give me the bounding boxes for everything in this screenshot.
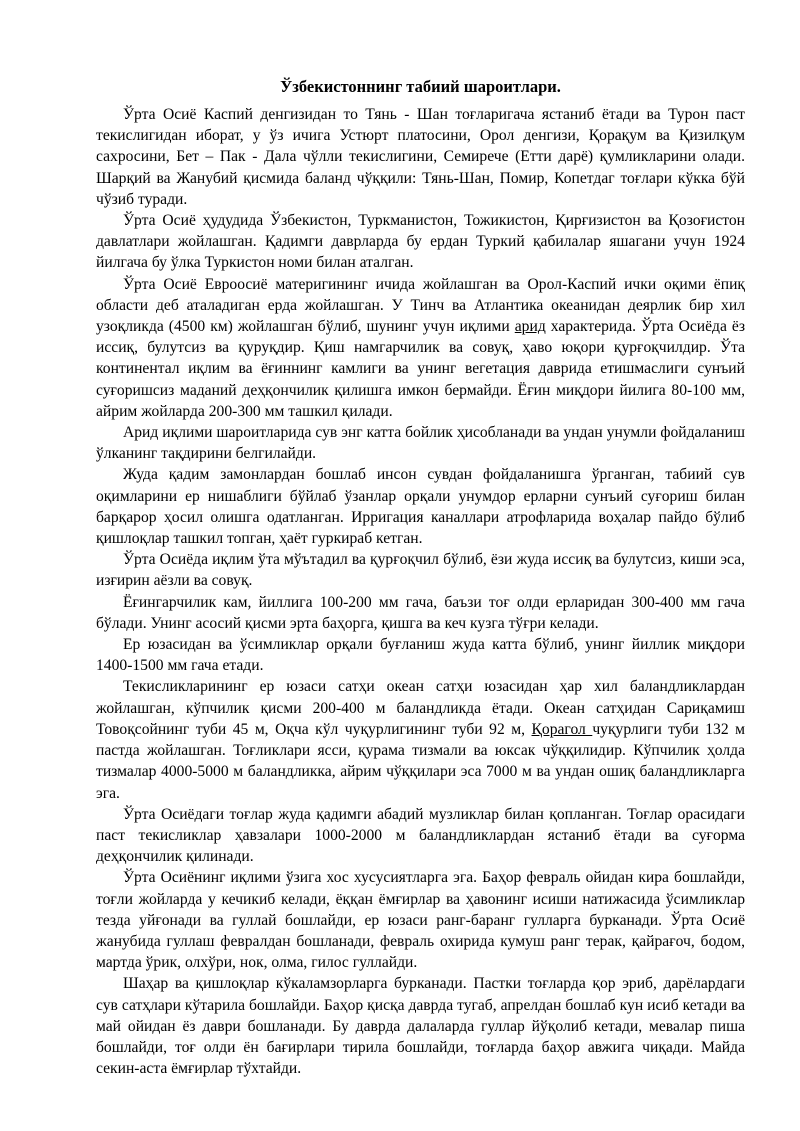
paragraph-7: Ёғингарчилик кам, йиллига 100-200 мм гача, баъзи тоғ олди ерларидан 300-400 мм гача бўлади. Унинг асосий қисми эрта баҳорга, қишга ва кеч кузга тўғри келади. xyxy=(96,593,745,632)
paragraph-3 xyxy=(96,274,745,422)
paragraph-3-part-2: характерида. Ўрта Осиёда ёз иссиқ, булутсиз ва қуруқдир. Қиш намгарчилик ва совуқ, ҳаво юқори қурғоқчилдир. Ўта континентал иқлим ва ёғиннинг камлиги ва унинг вегетация даврида етишмаслиги сунъий суғоришсиз маданий деҳқончилик қилишга имкон бермайди. Ёғин миқдори йилига 80-100 мм, айрим жойларда 200-300 мм ташкил қилади. xyxy=(96,318,745,420)
paragraph-9-part-1: Текисликларининг ер юзаси сатҳи океан сатҳи юзасидан ҳар хил баландликлардан жойлашган, кўпчилик қисми 200-400 м баландликда ётади. Океан сатҳидан Сариқамиш Товоқсойнинг туби 45 м, Оқча кўл чуқурлигининг туби 92 м, xyxy=(96,678,745,738)
paragraph-4: Арид иқлими шароитларида сув энг катта бойлик ҳисобланади ва ундан унумли фойдаланиш ўлканинг тақдирини белгилайди. xyxy=(96,424,745,463)
paragraph-8: Ер юзасидан ва ўсимликлар орқали буғланиш жуда катта бўлиб, унинг йиллик миқдори 1400-1500 мм гача етади. xyxy=(96,636,745,675)
paragraph-9-part-2: чуқурлиги туби 132 м пастда жойлашган. Тоғликлари ясси, қурама тизмали ва юксак чўққилидир. Кўпчилик ҳолда тизмалар 4000-5000 м баландликка, айрим чўққилари эса 7000 м ва ундан ошиқ баландликларга эга. xyxy=(96,720,745,802)
paragraph-9 xyxy=(96,676,745,803)
paragraph-12: Шаҳар ва қишлоқлар кўкаламзорларга бурканади. Пастки тоғларда қор эриб, дарёлардаги сув сатҳлари кўтарила бошлайди. Баҳор қисқа даврда тугаб, апрелдан бошлаб кун исиб кетади ва май ойидан ёз даври бошланади. Бу даврда далаларда гуллар йўқолиб кетади, мевалар пиша бошлайди, тоғ олди ён бағирлари тирила бошлайди, тоғларда баҳор авжига чиқади. Майда секин-аста ёмғирлар тўхтайди. xyxy=(96,975,745,1078)
paragraph-3-part-1: Ўрта Осиё Евроосиё материгининг ичида жойлашган ва Орол-Каспий ички оқими ёпиқ области деб аталадиган ерда жойлашган. У Тинч ва Атлантика океанидан деярлик бир хил узоқликда (4500 км) жойлашган бўлиб, шунинг учун иқлими xyxy=(96,275,745,336)
paragraph-5: Жуда қадим замонлардан бошлаб инсон сувдан фойдаланишга ўрганган, табиий сув оқимларини ер нишаблиги бўйлаб ўзанлар орқали унумдор ерларни сунъий суғориш билан барқарор ҳосил олишга одатланган. Ирригация каналлари атрофларида воҳалар пайдо бўлиб қишлоқлар ташкил топган, ҳаёт гуркираб кетган. xyxy=(96,466,745,548)
document-page xyxy=(96,76,745,1079)
paragraph-11: Ўрта Осиёнинг иқлими ўзига хос хусусиятларга эга. Баҳор февраль ойидан кира бошлайди, тоғли жойларда у кечикиб келади, ёққан ёмғирлар ва ҳавонинг исиши натижасида ўсимликлар тезда уйғонади ва гуллай бошлайди, ер юзаси ранг-баранг гулларга бурканади. Ўрта Осиё жанубида гуллаш февралдан бошланади, февраль охирида кумуш ранг терак, қайрағоч, бодом, мартда ўрик, олхўри, нок, олма, гилос гуллайди. xyxy=(96,869,745,972)
underlined-term-arid: арид xyxy=(514,318,546,336)
page-title: Ўзбекистоннинг табиий шароитлари. xyxy=(280,77,561,96)
paragraph-1: Ўрта Осиё Каспий денгизидан то Тянь - Шан тоғларигача ястаниб ётади ва Турон паст текислигидан иборат, у ўз ичига Устюрт платосини, Орол денгизи, Қорақум ва Қизилқум сахросини, Бет – Пак - Дала чўлли текислигини, Семиречe (Етти дарё) қумликларини олади. Шарқий ва Жанубий қисмида баланд чўққили: Тянь-Шан, Помир, Копетдаг тоғлари кўкка бўй чўзиб туради. xyxy=(96,106,745,208)
underlined-term-qoragol: Қорагол xyxy=(531,720,593,738)
paragraph-10: Ўрта Осиёдаги тоғлар жуда қадимги абадий музликлар билан қопланган. Тоғлар орасидаги паст текисликлар ҳавзалари 1000-2000 м баландликлардан ястаниб ётади ва суғорма деҳқончилик қилинади. xyxy=(96,805,745,866)
paragraph-2: Ўрта Осиё ҳудудида Ўзбекистон, Туркманистон, Тожикистон, Қирғизистон ва Қозоғистон давлатлари жойлашган. Қадимги даврларда бу ердан Туркий қабилалар яшагани учун 1924 йилгача бу ўлка Туркистон номи билан аталган. xyxy=(96,212,745,272)
paragraph-6: Ўрта Осиёда иқлим ўта мўътадил ва қурғоқчил бўлиб, ёзи жуда иссиқ ва булутсиз, киши эса, изғирин аёзли ва совуқ. xyxy=(96,551,745,590)
